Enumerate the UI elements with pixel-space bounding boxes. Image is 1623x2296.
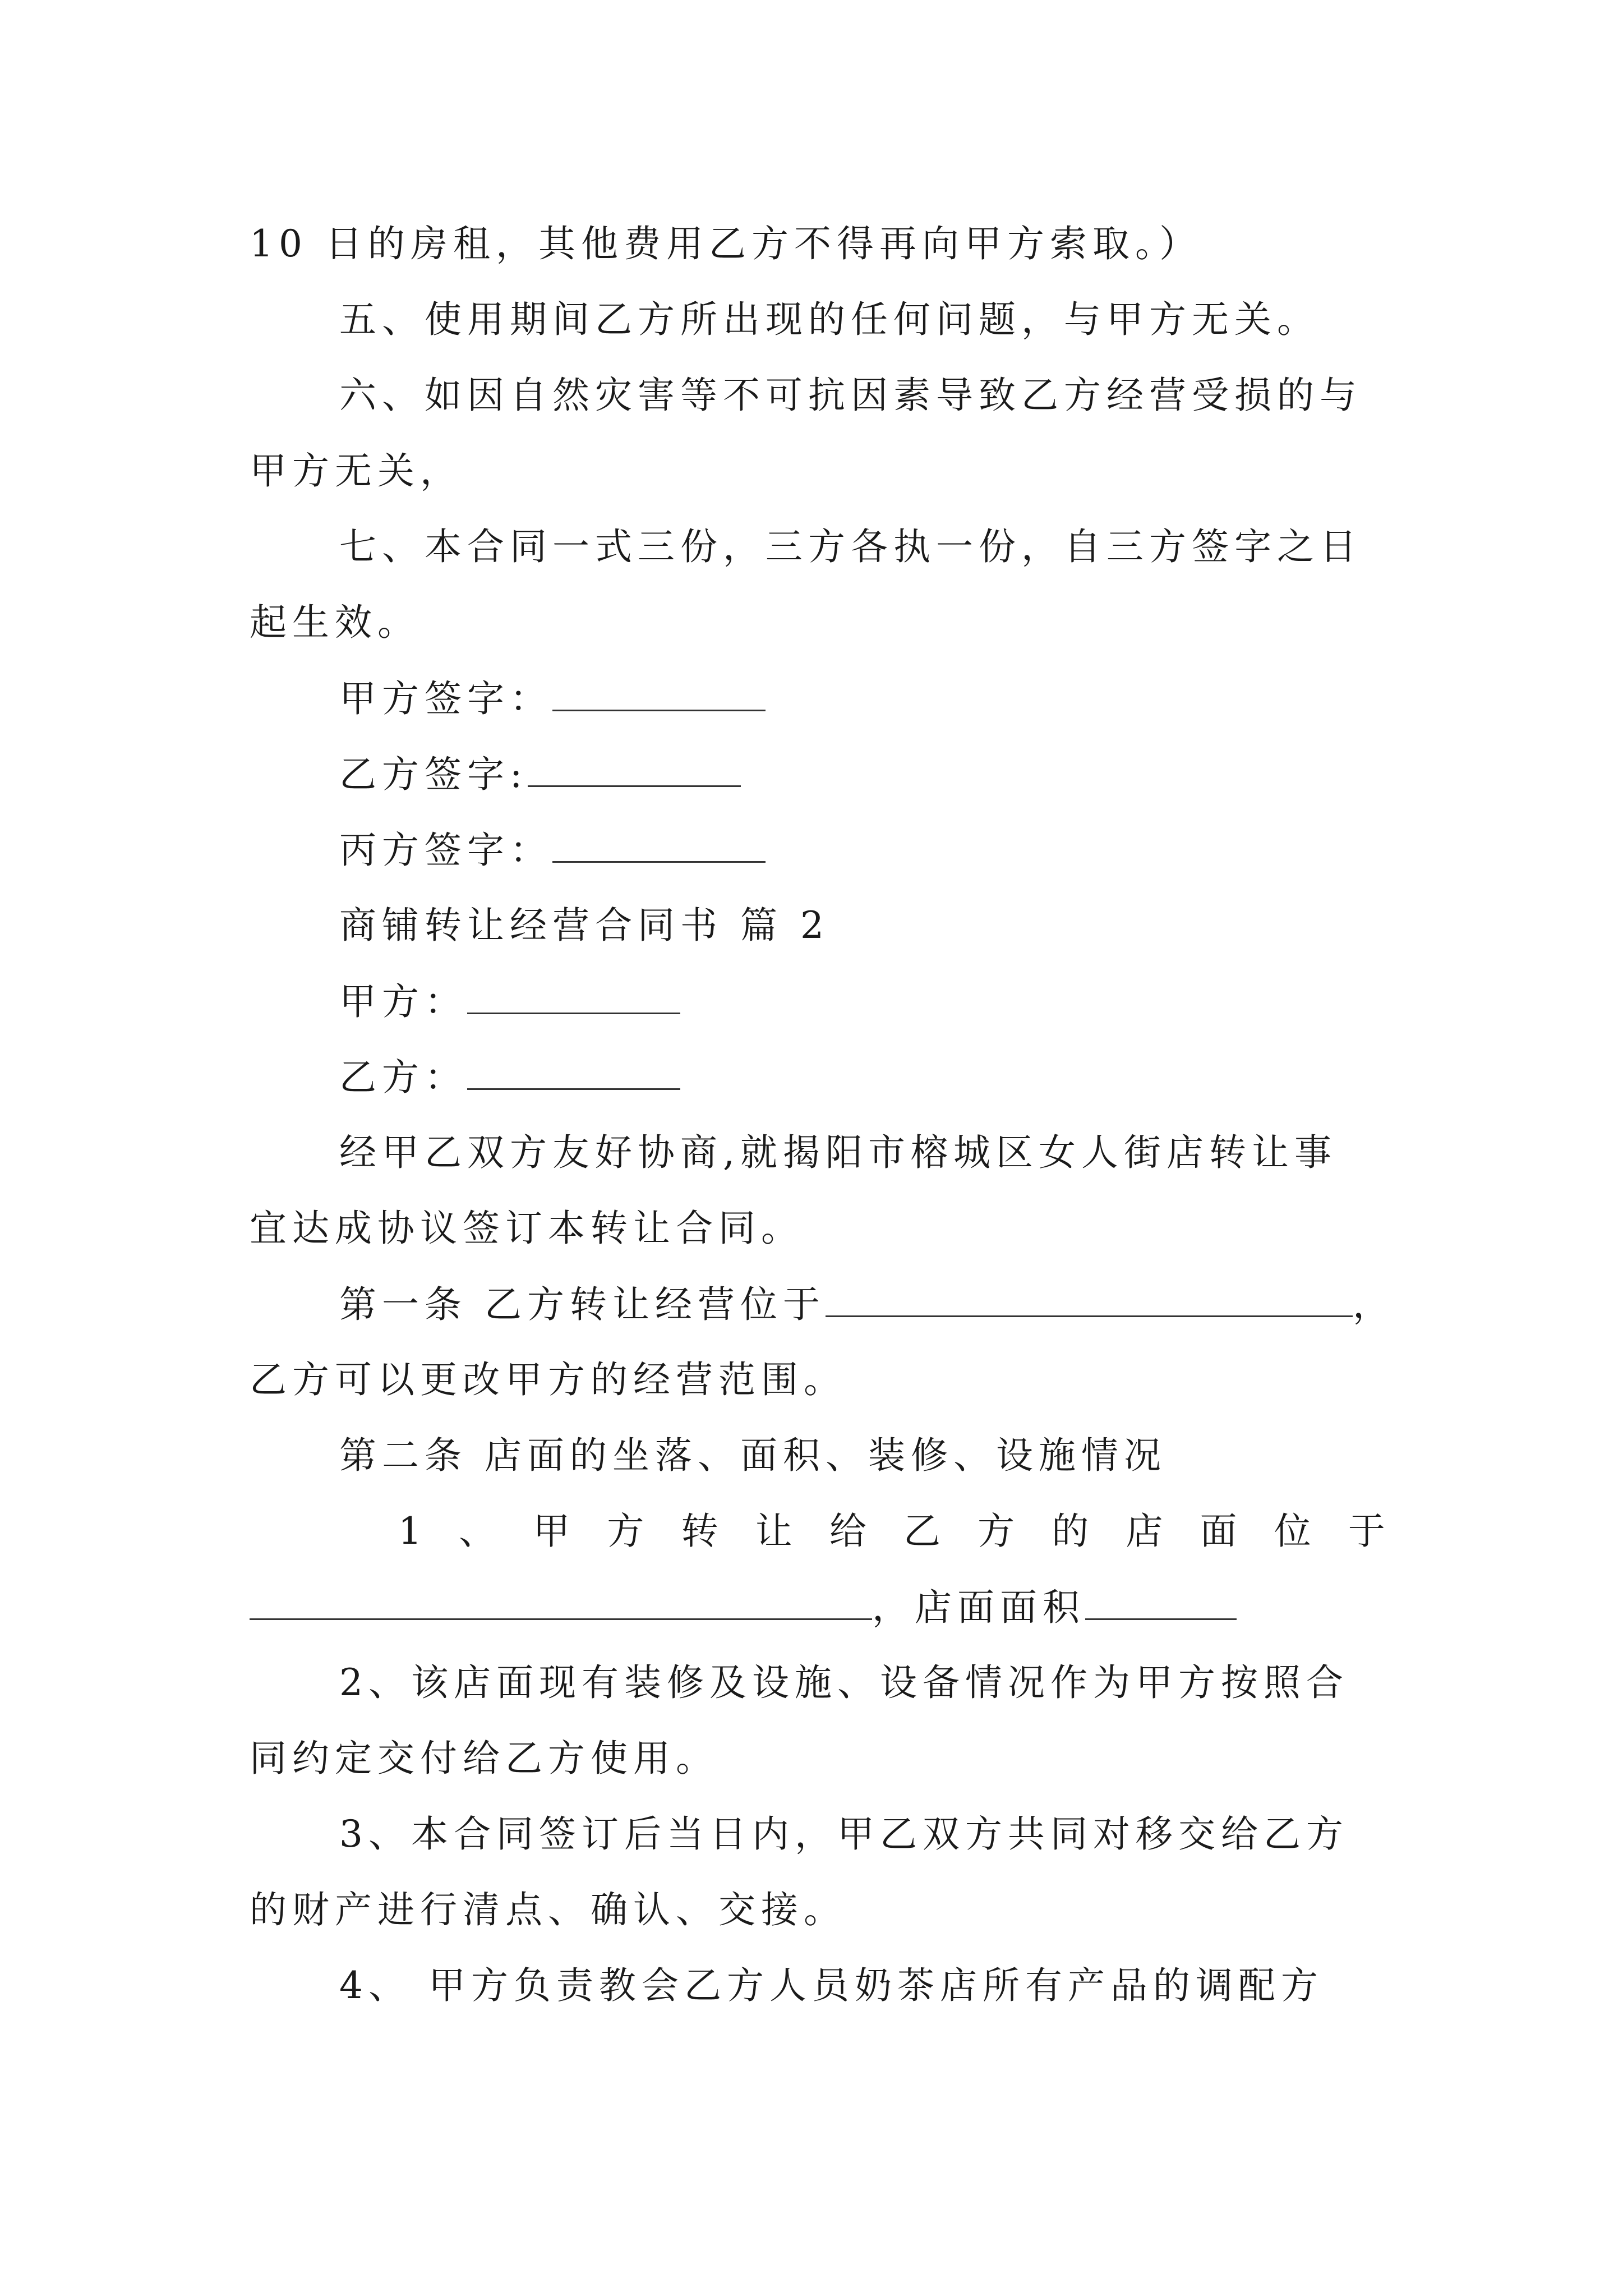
signature-label: 丙方签字：: [339, 829, 552, 872]
spread-char: 面: [1200, 1510, 1237, 1553]
party-blank[interactable]: [467, 1055, 680, 1090]
text-line: 4、 甲方负责教会乙方人员奶茶店所有产品的调配方: [339, 1964, 1324, 2007]
signature-blank[interactable]: [528, 752, 741, 787]
party-b-line: [339, 1055, 680, 1099]
comma: ，: [1352, 1283, 1395, 1326]
spread-char: 位: [1274, 1510, 1311, 1553]
spread-char: 方: [978, 1510, 1015, 1553]
text-line: 第二条 店面的坐落、面积、装修、设施情况: [339, 1434, 1166, 1477]
spread-char: 给: [829, 1510, 866, 1553]
text-line: 六、如因自然灾害等不可抗因素导致乙方经营受损的与: [339, 374, 1362, 417]
text-line: 经甲乙双方友好协商,就揭阳市榕城区女人街店转让事: [339, 1131, 1337, 1174]
spread-char: 转: [681, 1510, 718, 1553]
location-blank[interactable]: [826, 1282, 1353, 1317]
text-line: 起生效。: [250, 601, 420, 644]
party-a-signature-line: [339, 676, 766, 721]
spread-char: 1: [398, 1510, 422, 1553]
spread-char: 店: [1126, 1510, 1163, 1553]
text-line: 同约定交付给乙方使用。: [250, 1737, 718, 1780]
article-one-line: [339, 1282, 1395, 1327]
text-line: 2、该店面现有装修及设施、设备情况作为甲方按照合: [339, 1661, 1349, 1704]
text-line: 乙方可以更改甲方的经营范围。: [250, 1358, 846, 1401]
party-label: 甲方：: [339, 980, 467, 1023]
signature-blank[interactable]: [552, 827, 766, 863]
signature-blank[interactable]: [552, 676, 766, 711]
text-line: 七、本合同一式三份，三方各执一份，自三方签字之日: [339, 525, 1362, 568]
spread-char: 、: [459, 1510, 496, 1553]
store-area-line: [250, 1585, 1237, 1630]
spread-char: 乙: [903, 1510, 940, 1553]
spread-char: 的: [1052, 1510, 1089, 1553]
signature-label: 乙方签字:: [339, 753, 528, 796]
text-line: 宜达成协议签订本转让合同。: [250, 1207, 804, 1250]
signature-label: 甲方签字：: [339, 677, 552, 720]
area-blank[interactable]: [1085, 1585, 1237, 1620]
party-blank[interactable]: [467, 979, 680, 1014]
text-line: 甲方无关，: [250, 449, 463, 493]
spread-char: 于: [1348, 1510, 1385, 1553]
spread-char: 方: [607, 1510, 644, 1553]
text-line: 10 日的房租，其他费用乙方不得再向甲方索取。）: [250, 222, 1202, 265]
article-label: 第一条 乙方转让经营位于: [339, 1283, 826, 1326]
spread-text-line: [398, 1509, 1385, 1554]
party-label: 乙方：: [339, 1056, 467, 1099]
party-b-signature-line: [339, 752, 741, 797]
spread-char: 让: [755, 1510, 792, 1553]
spread-char: 甲: [533, 1510, 570, 1553]
text-line: 3、本合同签订后当日内，甲乙双方共同对移交给乙方: [339, 1812, 1349, 1856]
section-heading: 商铺转让经营合同书 篇 2: [339, 904, 829, 947]
store-location-blank[interactable]: [250, 1585, 872, 1620]
text-line: 的财产进行清点、确认、交接。: [250, 1888, 846, 1931]
party-c-signature-line: [339, 827, 766, 872]
area-label: ，店面面积: [872, 1586, 1085, 1629]
party-a-line: [339, 979, 680, 1024]
text-line: 五、使用期间乙方所出现的任何问题，与甲方无关。: [339, 298, 1320, 341]
